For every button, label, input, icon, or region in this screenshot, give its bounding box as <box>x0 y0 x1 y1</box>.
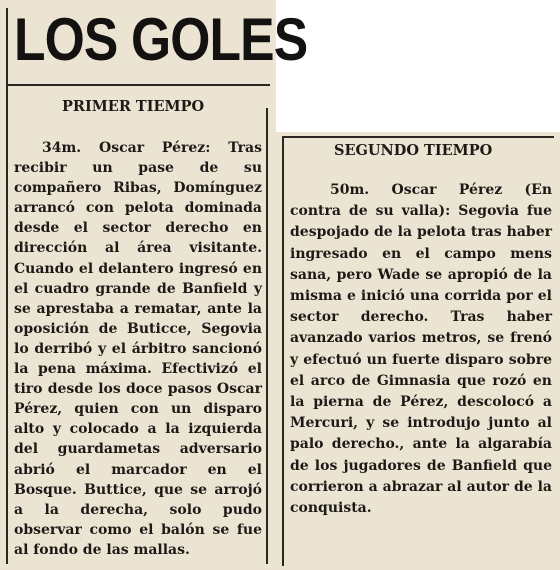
right-clipping <box>276 132 560 570</box>
headline: LOS GOLES <box>14 6 308 73</box>
column-divider-rule <box>266 108 268 564</box>
headline-underline <box>8 84 270 86</box>
primer-tiempo-body: Tras recibir un pase de su compañero Ribas, Domínguez arrancó con pelota dominada desde el sector derecho en dirección al área visitante. Cuando el delantero ingresó en el cuadro grande de Banfield y se aprestaba a rematar, ante la oposición de Buticce, Segovia lo derribó y el árbitro sancionó la pena máxima. Efectivizó el tiro desde los doce pasos Oscar Pérez, quien con un disparo alto y colocado a la izquierda del guardametas adversario abrió el marcador en el Bosque. Buttice, que se arrojó a la derecha, solo pudo observar como el balón se fue al fondo de las mallas. <box>14 140 262 558</box>
left-border-rule <box>6 8 8 564</box>
segundo-tiempo-body: Segovia fue despojado de la pelota tras haber ingresado en el campo mens sana, pero Wade se apropió de la misma e inició una corrida por el sector derecho. Tras haber avanzado varios metros, se frenó y efectuó un fuerte disparo sobre el arco de Gimnasia que rozó en la pierna de Pérez, descolocó a Mercuri, y se introdujo junto al palo derecho., ante la algarabía de los jugadores de Banfield que corrieron a abrazar al autor de la conquista. <box>290 203 553 517</box>
right-left-rule <box>282 136 284 566</box>
segundo-tiempo-lead: 50m. Oscar Pérez (En contra de su valla): <box>290 182 552 220</box>
primer-tiempo-lead: 34m. Oscar Pérez: <box>42 140 211 156</box>
right-top-rule <box>282 136 554 138</box>
primer-tiempo-article <box>14 138 262 560</box>
segundo-tiempo-article <box>290 180 552 519</box>
primer-tiempo-title: PRIMER TIEMPO <box>62 98 205 115</box>
segundo-tiempo-title: SEGUNDO TIEMPO <box>334 142 493 159</box>
